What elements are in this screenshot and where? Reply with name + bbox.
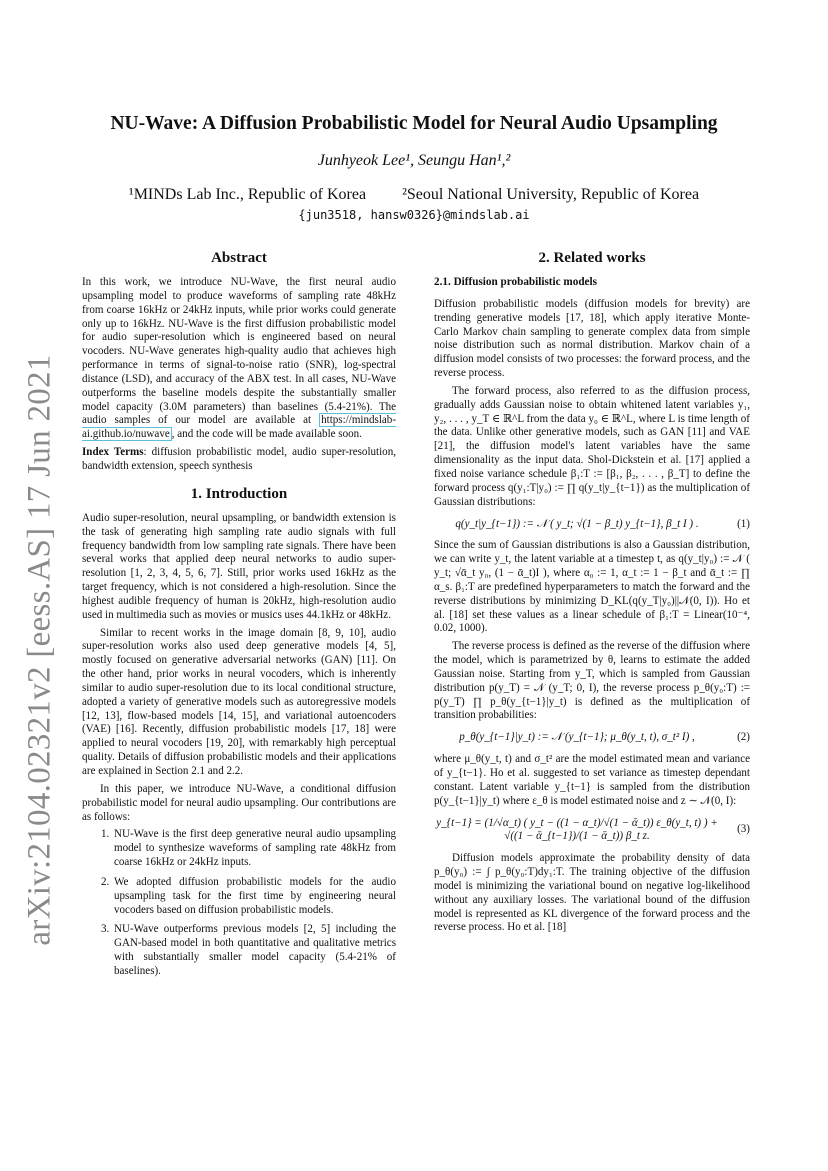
equation-3 (434, 817, 750, 845)
left-column (82, 248, 396, 985)
related-heading: 2. Related works (538, 250, 646, 266)
right-column (434, 248, 750, 939)
related-paragraph-4: The reverse process is defined as the reverse of the diffusion where the model, which is parametrized by θ, learns to estimate the added Gaussian noise. Starting from y_T, which is sampled from Gaussian distribution p(y_T) = 𝒩 (y_T; 0, I), the reverse process p_θ(y₀:T) := p(y_T) ∏ p_θ(y_{t−1}|y_t) is defined as the multiplication of transition probabilities: (434, 640, 750, 722)
related-paragraph-5: where μ_θ(y_t, t) and σ_t² are the model estimated mean and variance of y_{t−1}. Ho et al. suggested to set variance as timestep dependant constant. Latent variable y_{t−1} is sampled from the distribution p(y_{t−1}|y_t) where ε_θ is model estimated noise and z ∼ 𝒩(0, I): (434, 753, 750, 807)
abstract-heading: Abstract (211, 250, 267, 266)
equation-1-number: (1) (737, 517, 750, 530)
paper-title: NU-Wave: A Diffusion Probabilistic Model for Neural Audio Upsampling (110, 113, 718, 134)
paper-authors: Junhyeok Lee¹, Seungu Han¹,² (317, 152, 511, 169)
arxiv-sidebar-stamp (20, 330, 60, 970)
affiliation-1: ¹MINDs Lab Inc., Republic of Korea (128, 186, 367, 203)
subsection-heading: 2.1. Diffusion probabilistic models (434, 276, 597, 288)
equation-1 (434, 518, 750, 532)
affiliations (0, 186, 828, 204)
intro-paragraph-3: In this paper, we introduce NU-Wave, a conditional diffusion probabilistic model for neural audio upsampling. Our contributions are as follows: (82, 782, 396, 823)
intro-heading: 1. Introduction (190, 485, 288, 502)
related-paragraph-2: The forward process, also referred to as the diffusion process, gradually adds Gaussian noise to obtain whitened latent variables y₁, y₂, . . . , y_T ∈ ℝ^L from the data y₀ ∈ ℝ^L, where L is time length of the data. Unlike other generative models, such as GAN [11] and VAE [21], the diffusion model's latent variables have the same dimensionality as the input data. Shol-Dickstein et al. [17] applied a fixed noise variance schedule β₁:T := [β₁, β₂, . . . , β_T] to define the forward process q(y₁:T|y₀) := ∏ q(y_t|y_{t−1}) as the multiplication of Gaussian distributions: (434, 384, 750, 508)
equation-3-body: y_{t−1} = (1/√α_t) ( y_t − ((1 − α_t)/√(1 − ᾱ_t)) ε_θ(y_t, t) ) + √((1 − ᾱ_{t−1})/(1 − ᾱ_t)) β_t z. (436, 816, 718, 843)
intro-paragraph-2: Similar to recent works in the image domain [8, 9, 10], audio super-resolution works also used deep generative models [4, 5], mostly focused on generative adversarial networks (GAN) [11]. On the other hand, prior works in neural vocoders, which is inherently similar to audio super-resolution due to its local conditional structure, adopted a variety of generative models such as autoregressive models [12, 13], flow-based models [14, 15], and variational autoencoders (VAE) [16]. Recently, diffusion probabilistic models [17, 18] were applied to neural vocoders [19, 20], with remarkably high perceptual quality. Details of diffusion probabilistic models and their applications are explained in Section 2.1 and 2.2. (82, 626, 396, 777)
affiliation-2: ²Seoul National University, Republic of Korea (402, 186, 700, 203)
related-paragraph-6: Diffusion models approximate the probability density of data p_θ(y₀) := ∫ p_θ(y₀:T)dy₁:T. The training objective of the diffusion model is minimizing the variational bound on negative log-likelihood without any auxiliary losses. The variational bound of the diffusion model is represented as KL divergence of the forward process and the reverse process. Ho et al. [18] (434, 852, 750, 934)
equation-2 (434, 731, 750, 745)
list-item: 2. We adopted diffusion probabilistic models for the audio upsampling task for the first time by engineering neural vocoders based on diffusion probabilistic models. (112, 876, 396, 918)
equation-3-number: (3) (737, 823, 750, 836)
list-item: 1. NU-Wave is the first deep generative neural audio upsampling model to synthesize waveforms of sampling rate 48kHz from coarse 16kHz or 24kHz inputs. (112, 828, 396, 870)
related-paragraph-1: Diffusion probabilistic models (diffusion models for brevity) are trending generative models [17, 18], which apply iterative Monte-Carlo Markov chain sampling to generate complex data from simple noise distribution such as normal distribution. Markov chain of a diffusion model consists of two processes: the forward process, and the reverse process. (434, 297, 750, 380)
samples-link[interactable]: https://mindslab-ai.github.io/nuwave (82, 414, 396, 441)
equation-2-number: (2) (737, 731, 750, 744)
arxiv-id: arXiv:2104.02321v2 [eess.AS] 17 Jun 2021 (21, 354, 58, 946)
related-paragraph-3: Since the sum of Gaussian distributions is also a Gaussian distribution, we can write y_t, the latent variable at a timestep t, as q(y_t|y₀) := 𝒩 ( y_t; √ᾱ_t y₀, (1 − ᾱ_t)I ), where α₀ := 1, α_t := 1 − β_t and ᾱ_t := ∏ α_s. β₁:T are predefined hyperparameters to match the forward and the reverse distributions by minimizing D_KL(q(y_T|y₀)||𝒩(0, I)). Ho et al. [18] set these values as a linear schedule of β₁:T = Linear(10⁻⁴, 0.02, 1000). (434, 539, 750, 635)
author-email: {jun3518, hansw0326}@mindslab.ai (298, 208, 530, 222)
list-item: 3. NU-Wave outperforms previous models [2, 5] including the GAN-based model in both quantitative and qualitative metrics with substantially smaller model capacity (5.4-21% of baselines). (112, 923, 396, 978)
contributions-list (82, 828, 396, 978)
intro-paragraph-1: Audio super-resolution, neural upsampling, or bandwidth extension is the task of generating high sampling rate audio signals with full frequency bandwidth from low sampling rate signals. There have been several works that applied deep neural networks to audio super-resolution [1, 2, 3, 4, 5, 6, 7]. Still, prior works used 16kHz as the target frequency, which is not considered a high-resolution. Since the highest audible frequency of human is 20kHz, high-resolution audio used in multimedia such as movies or musics uses 44.1kHz or 48kHz. (82, 511, 396, 621)
equation-2-body: p_θ(y_{t−1}|y_t) := 𝒩 (y_{t−1}; μ_θ(y_t, t), σ_t² I) , (459, 731, 695, 744)
abstract-body: In this work, we introduce NU-Wave, the first neural audio upsampling model to produce waveforms of sampling rate 48kHz from coarse 16kHz or 24kHz inputs, while prior works could generate only up to 16kHz. NU-Wave is the first diffusion probabilistic model for audio super-resolution which is engineered based on neural vocoders. NU-Wave generates high-quality audio that achieves high performance in terms of signal-to-noise ratio (SNR), log-spectral distance (LSD), and accuracy of the ABX test. In all cases, NU-Wave outperforms the baseline models despite the substantially smaller model capacity (3.0M parameters) than baselines (5.4-21%). The audio samples of our model are available at https://mindslab-ai.github.io/nuwave , and the code will be made available soon. (82, 276, 396, 441)
index-terms: Index Terms: diffusion probabilistic model, audio super-resolution, bandwidth extension, speech synthesis (82, 446, 396, 472)
equation-1-body: q(y_t|y_{t−1}) := 𝒩 ( y_t; √(1 − β_t) y_{t−1}, β_t I ) . (455, 517, 699, 530)
